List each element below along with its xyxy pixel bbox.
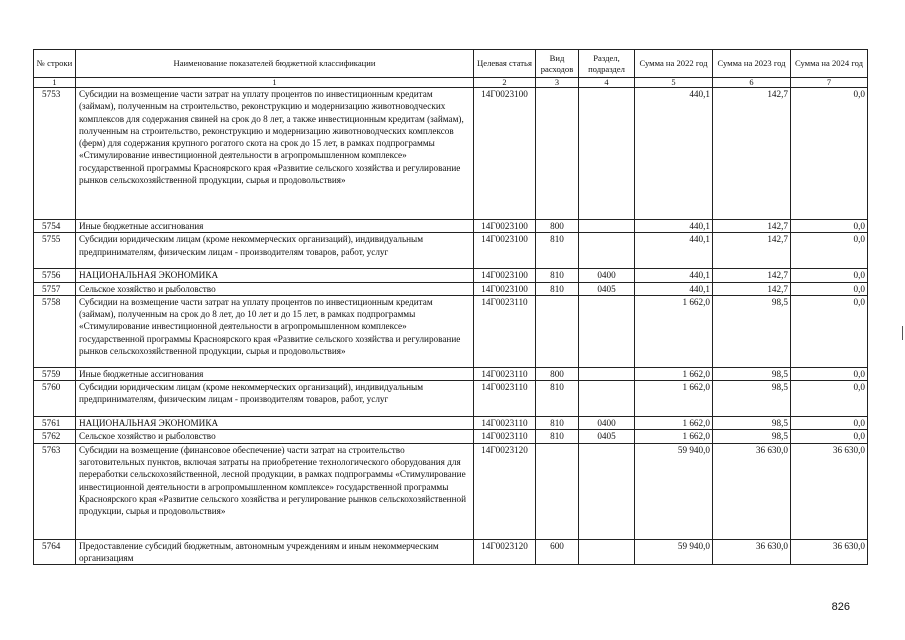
sum-2024-cell: 0,0: [791, 430, 868, 443]
row-number-cell: 5762: [34, 430, 76, 443]
table-row: [34, 269, 868, 282]
target-article-cell: 14Г0023110: [474, 295, 536, 367]
scan-edge-mark: [902, 326, 903, 340]
column-number: 1: [76, 78, 474, 88]
header-sum-2024: Сумма на 2024 год: [791, 50, 868, 78]
sum-2022-cell: 59 940,0: [635, 443, 713, 539]
target-article-cell: 14Г0023110: [474, 417, 536, 430]
page-number: 826: [831, 601, 850, 613]
sum-2024-cell: 36 630,0: [791, 443, 868, 539]
section-cell: [579, 88, 635, 220]
row-number-cell: 5759: [34, 367, 76, 380]
table-row: [34, 282, 868, 295]
sum-2022-cell: 1 662,0: [635, 295, 713, 367]
expense-type-cell: 810: [536, 269, 579, 282]
section-cell: [579, 443, 635, 539]
section-cell: 0405: [579, 430, 635, 443]
sum-2023-cell: 142,7: [713, 88, 791, 220]
expense-type-cell: 810: [536, 381, 579, 417]
budget-table: [33, 49, 868, 565]
sum-2023-cell: 142,7: [713, 220, 791, 233]
sum-2023-cell: 142,7: [713, 233, 791, 269]
row-number-cell: 5756: [34, 269, 76, 282]
section-cell: 0400: [579, 269, 635, 282]
expense-type-cell: 810: [536, 417, 579, 430]
expense-type-cell: [536, 295, 579, 367]
indicator-name-cell: НАЦИОНАЛЬНАЯ ЭКОНОМИКА: [76, 269, 474, 282]
indicator-name-cell: Субсидии юридическим лицам (кроме некоммерческих организаций), индивидуальным предпринимателям, физическим лицам - производителям товаров, работ, услуг: [76, 233, 474, 269]
target-article-cell: 14Г0023100: [474, 88, 536, 220]
sum-2023-cell: 98,5: [713, 367, 791, 380]
indicator-name-cell: Предоставление субсидий бюджетным, автономным учреждениям и иным некоммерческим организациям: [76, 539, 474, 565]
target-article-cell: 14Г0023100: [474, 233, 536, 269]
sum-2023-cell: 36 630,0: [713, 539, 791, 565]
sum-2023-cell: 98,5: [713, 381, 791, 417]
expense-type-cell: 800: [536, 220, 579, 233]
sum-2024-cell: 0,0: [791, 381, 868, 417]
row-number-cell: 5755: [34, 233, 76, 269]
section-cell: [579, 539, 635, 565]
sum-2022-cell: 440,1: [635, 220, 713, 233]
table-row: [34, 539, 868, 565]
column-number: 6: [713, 78, 791, 88]
row-number-cell: 5757: [34, 282, 76, 295]
header-expense-type: Вид расходов: [536, 50, 579, 78]
sum-2022-cell: 59 940,0: [635, 539, 713, 565]
indicator-name-cell: Сельское хозяйство и рыболовство: [76, 282, 474, 295]
target-article-cell: 14Г0023100: [474, 282, 536, 295]
expense-type-cell: [536, 88, 579, 220]
sum-2023-cell: 98,5: [713, 417, 791, 430]
section-cell: [579, 233, 635, 269]
column-number: 2: [474, 78, 536, 88]
sum-2023-cell: 98,5: [713, 430, 791, 443]
header-sum-2023: Сумма на 2023 год: [713, 50, 791, 78]
sum-2023-cell: 36 630,0: [713, 443, 791, 539]
section-cell: 0400: [579, 417, 635, 430]
indicator-name-cell: Субсидии на возмещение (финансовое обеспечение) части затрат на строительство заготовительных пунктов, включая затраты на приобретение технологического оборудования для переработки сельскохозяйственной, лесной продукции, в рамках подпрограммы «Стимулирование инвестиционной деятельности в агропромышленном комплексе» государственной программы Красноярского края «Развитие сельского хозяйства и регулирование рынков сельскохозяйственной продукции, сырья и продовольствия»: [76, 443, 474, 539]
row-number-cell: 5754: [34, 220, 76, 233]
row-number-cell: 5761: [34, 417, 76, 430]
header-section: Раздел, подраздел: [579, 50, 635, 78]
sum-2024-cell: 0,0: [791, 269, 868, 282]
expense-type-cell: 810: [536, 282, 579, 295]
column-number: 5: [635, 78, 713, 88]
indicator-name-cell: Субсидии юридическим лицам (кроме некоммерческих организаций), индивидуальным предпринимателям, физическим лицам - производителям товаров, работ, услуг: [76, 381, 474, 417]
sum-2024-cell: 0,0: [791, 88, 868, 220]
indicator-name-cell: Иные бюджетные ассигнования: [76, 367, 474, 380]
target-article-cell: 14Г0023100: [474, 269, 536, 282]
row-number-cell: 5763: [34, 443, 76, 539]
target-article-cell: 14Г0023110: [474, 367, 536, 380]
section-cell: [579, 220, 635, 233]
table-row: [34, 295, 868, 367]
sum-2024-cell: 0,0: [791, 282, 868, 295]
indicator-name-cell: Субсидии на возмещение части затрат на уплату процентов по инвестиционным кредитам (займам), полученным на строительство, реконструкцию и модернизацию животноводческих комплексов для содержания свиней на срок до 8 лет, а также инвестиционным кредитам (займам), полученным на строительство, реконструкцию и модернизацию животноводческих комплексов (ферм) для содержания крупного рогатого скота на срок до 15 лет, в рамках подпрограммы «Стимулирование инвестиционной деятельности в агропромышленном комплексе» государственной программы Красноярского края «Развитие сельского хозяйства и регулирование рынков сельскохозяйственной продукции, сырья и продовольствия»: [76, 88, 474, 220]
sum-2024-cell: 0,0: [791, 233, 868, 269]
target-article-cell: 14Г0023120: [474, 539, 536, 565]
table-row: [34, 220, 868, 233]
table-row: [34, 88, 868, 220]
sum-2024-cell: 0,0: [791, 417, 868, 430]
sum-2024-cell: 0,0: [791, 220, 868, 233]
expense-type-cell: [536, 443, 579, 539]
indicator-name-cell: Иные бюджетные ассигнования: [76, 220, 474, 233]
table-row: [34, 430, 868, 443]
table-row: [34, 443, 868, 539]
table-row: [34, 381, 868, 417]
row-number-cell: 5760: [34, 381, 76, 417]
header-name: Наименование показателей бюджетной классификации: [76, 50, 474, 78]
target-article-cell: 14Г0023110: [474, 430, 536, 443]
budget-table-sheet: [33, 49, 868, 565]
column-number: 4: [579, 78, 635, 88]
sum-2023-cell: 142,7: [713, 269, 791, 282]
column-number: 1: [34, 78, 76, 88]
sum-2022-cell: 1 662,0: [635, 417, 713, 430]
table-row: [34, 367, 868, 380]
target-article-cell: 14Г0023110: [474, 381, 536, 417]
section-cell: [579, 381, 635, 417]
table-row: [34, 417, 868, 430]
target-article-cell: 14Г0023100: [474, 220, 536, 233]
table-row: [34, 233, 868, 269]
sum-2022-cell: 440,1: [635, 233, 713, 269]
column-number: 7: [791, 78, 868, 88]
header-row-number: № строки: [34, 50, 76, 78]
sum-2022-cell: 1 662,0: [635, 430, 713, 443]
sum-2022-cell: 1 662,0: [635, 381, 713, 417]
column-number: 3: [536, 78, 579, 88]
sum-2023-cell: 142,7: [713, 282, 791, 295]
sum-2023-cell: 98,5: [713, 295, 791, 367]
expense-type-cell: 810: [536, 233, 579, 269]
expense-type-cell: 800: [536, 367, 579, 380]
section-cell: [579, 295, 635, 367]
sum-2024-cell: 36 630,0: [791, 539, 868, 565]
row-number-cell: 5764: [34, 539, 76, 565]
header-sum-2022: Сумма на 2022 год: [635, 50, 713, 78]
expense-type-cell: 600: [536, 539, 579, 565]
sum-2024-cell: 0,0: [791, 367, 868, 380]
section-cell: [579, 367, 635, 380]
sum-2022-cell: 1 662,0: [635, 367, 713, 380]
sum-2024-cell: 0,0: [791, 295, 868, 367]
sum-2022-cell: 440,1: [635, 282, 713, 295]
sum-2022-cell: 440,1: [635, 88, 713, 220]
target-article-cell: 14Г0023120: [474, 443, 536, 539]
expense-type-cell: 810: [536, 430, 579, 443]
indicator-name-cell: Субсидии на возмещение части затрат на уплату процентов по инвестиционным кредитам (займам), полученным на срок до 8 лет, до 10 лет и до 15 лет, в рамках подпрограммы «Стимулирование инвестиционной деятельности в агропромышленном комплексе» государственной программы Красноярского края «Развитие сельского хозяйства и регулирование рынков сельскохозяйственной продукции, сырья и продовольствия»: [76, 295, 474, 367]
section-cell: 0405: [579, 282, 635, 295]
header-target-article: Целевая статья: [474, 50, 536, 78]
indicator-name-cell: Сельское хозяйство и рыболовство: [76, 430, 474, 443]
sum-2022-cell: 440,1: [635, 269, 713, 282]
row-number-cell: 5758: [34, 295, 76, 367]
row-number-cell: 5753: [34, 88, 76, 220]
indicator-name-cell: НАЦИОНАЛЬНАЯ ЭКОНОМИКА: [76, 417, 474, 430]
